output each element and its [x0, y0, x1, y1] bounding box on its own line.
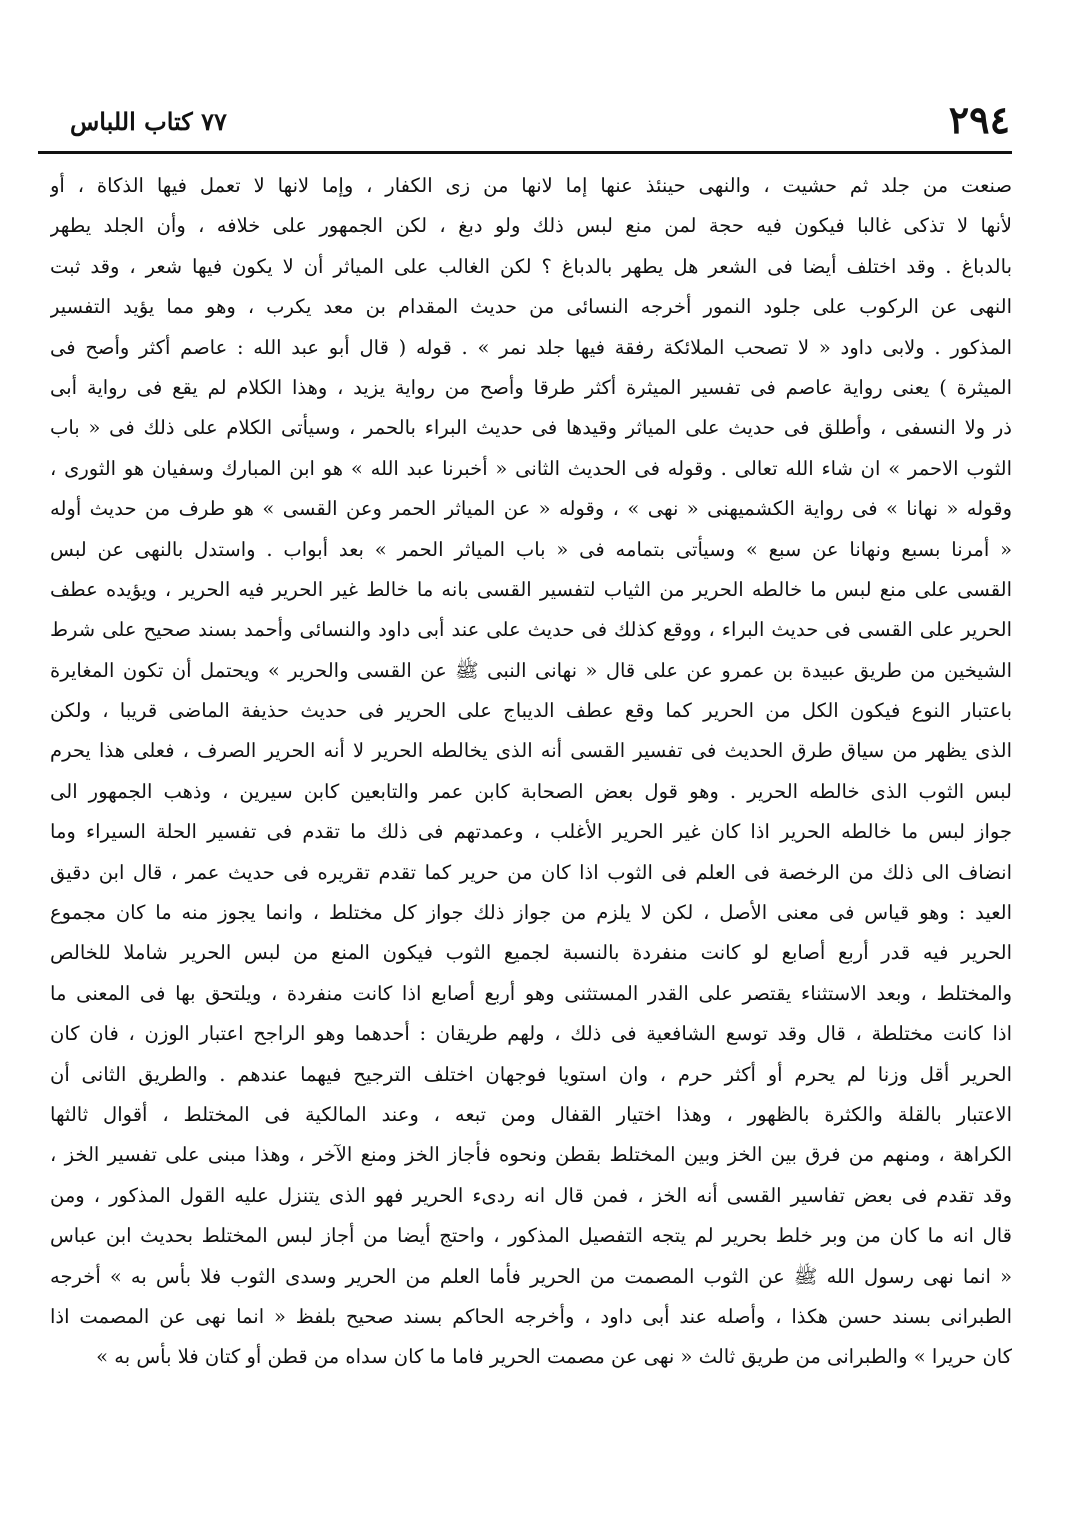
text-line: الميثرة ) يعنى رواية عاصم فى تفسير الميثرة أكثر طرقا وأصح من رواية يزيد ، وهذا الكلام لم يقع فى رواية أبى — [50, 375, 1012, 399]
text-line: بالدباغ . وقد اختلف أيضا فى الشعر هل يطهر بالدباغ ؟ لكن الغالب على المياثر أن لا يكون فيها شعر ، وقد ثبت — [50, 254, 1012, 278]
text-line: لأنها لا تذكى غالبا فيكون فيه حجة لمن منع لبس ذلك ولو دبغ ، لكن الجمهور على خلافه ، وأن الجلد يطهر — [50, 214, 1012, 238]
text-line: قال انه ما كان من وبر خلط بحرير لم يتجه التفصيل المذكور ، واحتج أيضا من أجاز لبس المختلط بحديث ابن عباس — [50, 1224, 1012, 1248]
text-line: الشيخين من طريق عبيدة بن عمرو عن على قال « نهانى النبى ﷺ عن القسى والحرير » ويحتمل أن تكون المغايرة — [50, 658, 1012, 682]
text-line: الحرير على القسى فى حديث البراء ، ووقع كذلك فى حديث على عند أبى داود والنسائى وأحمد بسند صحيح على شرط — [50, 618, 1012, 642]
text-line: اذا كانت مختلطة ، قال وقد توسع الشافعية فى ذلك ، ولهم طريقان : أحدهما وهو الراجح اعتبار الوزن ، فان كان — [50, 1022, 1012, 1046]
text-line: « أمرنا بسبع ونهانا عن سبع » وسيأتى بتمامه فى « باب المياثر الحمر » بعد أبواب . واستدل بالنهى عن لبس — [50, 537, 1012, 561]
text-line: الثوب الاحمر » ان شاء الله تعالى . وقوله فى الحديث الثانى « أخبرنا عبد الله » هو ابن المبارك وسفيان هو الثورى ، — [50, 456, 1012, 480]
text-line: الاعتبار بالقلة والكثرة بالظهور ، وهذا اختيار القفال ومن تبعه ، وعند المالكية فى المختلط ، أقوال ثالثها — [50, 1102, 1012, 1126]
text-line: وقوله « نهانا » فى رواية الكشميهنى « نهى » ، وقوله « عن المياثر الحمر وعن القسى » هو طرف من حديث أوله — [50, 497, 1012, 521]
text-line: الذى يظهر من سياق طرق الحديث فى تفسير القسى أنه الذى يخالطه الحرير لا أنه الحرير الصرف ، فعلى هذا يحرم — [50, 739, 1012, 763]
text-line: جواز لبس ما خالطه الحرير اذا كان غير الحرير الأغلب ، وعمدتهم فى ذلك ما تقدم فى تفسير الحلة السيراء وما — [50, 820, 1012, 844]
text-line: ذر ولا النسفى ، وأطلق فى حديث على المياثر وقيدها فى حديث البراء بالحمر ، وسيأتى الكلام على ذلك فى « باب — [50, 416, 1012, 440]
text-line: انضاف الى ذلك من الرخصة فى العلم فى الثوب اذا كان من حرير كما تقدم تقريره فى حديث عمر ، قال ابن دقيق — [50, 860, 1012, 884]
text-line: باعتبار النوع فيكون الكل من الحرير كما وقع عطف الديباج على الحرير فى حديث حذيفة الماضى قريبا ، ولكن — [50, 699, 1012, 723]
main-text — [50, 166, 1012, 1378]
text-line: صنعت من جلد ثم حشيت ، والنهى حينئذ عنها إما لانها من زى الكفار ، وإما لانها لا تعمل فيها الذكاة ، أو — [50, 174, 1012, 197]
text-line: « انما نهى رسول الله ﷺ عن الثوب المصمت من الحرير فأما العلم من الحرير وسدى الثوب فلا بأس به » أخرجه — [50, 1264, 1012, 1288]
running-title: ٧٧ كتاب اللباس — [70, 107, 227, 136]
text-line: وقد تقدم فى بعض تفاسير القسى أنه الخز ، فمن قال انه ردىء الحرير فهو الذى يتنزل عليه القول المذكور ، ومن — [50, 1183, 1012, 1207]
text-line: لبس الثوب الذى خالطه الحرير . وهو قول بعض الصحابة كابن عمر والتابعين كابن سيرين ، وذهب الجمهور الى — [50, 779, 1012, 803]
page-header — [30, 95, 1010, 145]
text-line: القسى على منع لبس ما خالطه الحرير من الثياب لتفسير القسى بانه ما خالط غير الحرير فيه الحرير ، ويؤيده عطف — [50, 577, 1012, 601]
text-line: المذكور . ولابى داود « لا تصحب الملائكة رفقة فيها جلد نمر » . قوله ( قال أبو عبد الله : عاصم أكثر وأصح فى — [50, 335, 1012, 359]
text-line: الطبرانى بسند حسن هكذا ، وأصله عند أبى داود ، وأخرجه الحاكم بسند صحيح بلفظ « انما نهى عن المصمت اذا — [50, 1304, 1012, 1328]
text-line: العيد : وهو قياس فى معنى الأصل ، لكن لا يلزم من جواز ذلك جواز كل مختلط ، وانما يجوز منه ما كان مجموع — [50, 901, 1012, 925]
page-number: ٢٩٤ — [948, 97, 1010, 142]
text-line: الكراهة ، ومنهم من فرق بين الخز وبين المختلط بقطن ونحوه فأجاز الخز ومنع الآخر ، وهذا مبنى على تفسير الخز ، — [50, 1143, 1012, 1167]
text-line: والمختلط ، وبعد الاستثناء يقتصر على القدر المستثنى وهو أربع أصابع اذا كانت منفردة ، ويلتحق بها فى المعنى ما — [50, 981, 1012, 1005]
text-line: الحرير أقل وزنا لم يحرم أو أكثر حرم ، وان استويا فوجهان اختلف الترجيح فيهما عندهم . والطريق الثانى أن — [50, 1062, 1012, 1086]
text-line: كان حريرا » والطبرانى من طريق ثالث « نهى عن مصمت الحرير فاما ما كان سداه من قطن أو كتان فلا بأس به » — [96, 1345, 1012, 1369]
header-divider — [38, 151, 1012, 154]
text-line: الحرير فيه قدر أربع أصابع لو كانت منفردة بالنسبة لجميع الثوب فيكون المنع من لبس الحرير شاملا للخالص — [50, 941, 1012, 965]
text-line: النهى عن الركوب على جلود النمور أخرجه النسائى من حديث المقدام بن معد يكرب ، وهو مما يؤيد التفسير — [50, 295, 1012, 319]
